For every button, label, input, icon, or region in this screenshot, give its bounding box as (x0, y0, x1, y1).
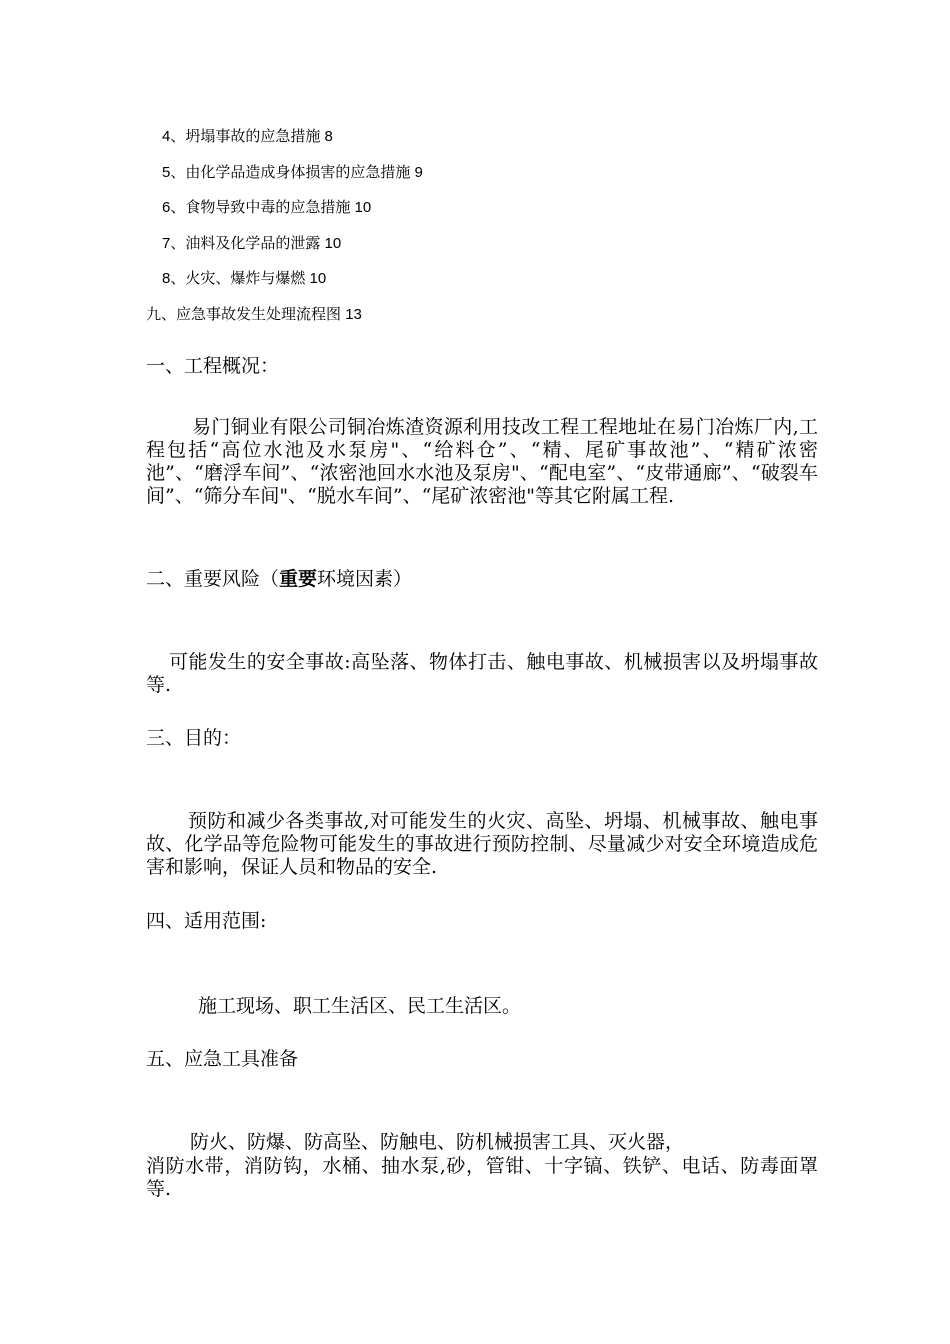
toc-item-page: 10 (324, 235, 342, 252)
section-heading-emergency-tools: 五、应急工具准备 (146, 1048, 299, 1070)
toc-item-page: 10 (309, 270, 327, 287)
toc-item-label: 6、食物导致中毒的应急措施 (162, 199, 351, 216)
toc-item[interactable] (162, 234, 341, 254)
section-body-project-overview: 易门铜业有限公司铜冶炼渣资源利用技改工程工程地址在易门冶炼厂内,工程包括“高位水池及水泵房"、“给料仓”、“精、尾矿事故池”、“精矿浓密池”、“磨浮车间”、“浓密池回水水池及泵房"、“配电室”、“皮带通廊”、“破裂车间”、“筛分车间"、“脱水车间”、“尾矿浓密池"等其它附属工程. (146, 416, 818, 507)
heading-bold-text: 重要 (279, 568, 318, 590)
section-heading-scope: 四、适用范围: (146, 910, 267, 932)
toc-item[interactable] (146, 305, 362, 325)
toc-item[interactable] (162, 163, 423, 183)
section-heading-project-overview: 一、工程概况： (146, 355, 280, 377)
section-body-scope: 施工现场、职工生活区、民工生活区。 (198, 995, 522, 1017)
toc-item-label: 7、油料及化学品的泄露 (162, 235, 321, 252)
section-heading-purpose: 三、目的： (146, 727, 242, 749)
heading-text: 环境因素） (317, 568, 413, 590)
toc-item-label: 5、由化学品造成身体损害的应急措施 (162, 164, 411, 181)
toc-item-page: 9 (414, 164, 423, 181)
toc-item-label: 九、应急事故发生处理流程图 (146, 306, 342, 323)
section-body-purpose: 预防和减少各类事故,对可能发生的火灾、高坠、坍塌、机械事故、触电事故、化学品等危险物可能发生的事故进行预防控制、尽量减少对安全环境造成危害和影响，保证人员和物品的安全. (146, 810, 818, 878)
toc-item-label: 8、火灾、爆炸与爆燃 (162, 270, 306, 287)
toc-item-label: 4、坍塌事故的应急措施 (162, 128, 321, 145)
toc-item[interactable] (162, 198, 371, 218)
toc-item-page: 10 (354, 199, 372, 216)
section-body-emergency-tools: 消防水带，消防钩，水桶、抽水泵,砂，管钳、十字镐、铁铲、电话、防毒面罩等. (146, 1155, 818, 1200)
section-body-emergency-tools-line1: 防火、防爆、防高坠、防触电、防机械损害工具、灭火器， (190, 1131, 685, 1153)
heading-text: 二、重要风险（ (146, 568, 280, 590)
toc-item[interactable] (162, 269, 326, 289)
section-body-major-risks: 可能发生的安全事故:高坠落、物体打击、触电事故、机械损害以及坍塌事故等. (146, 651, 818, 696)
toc-item-page: 8 (324, 128, 333, 145)
toc-item[interactable] (162, 127, 333, 147)
section-heading-major-risks (146, 568, 412, 591)
toc-item-page: 13 (345, 306, 362, 323)
